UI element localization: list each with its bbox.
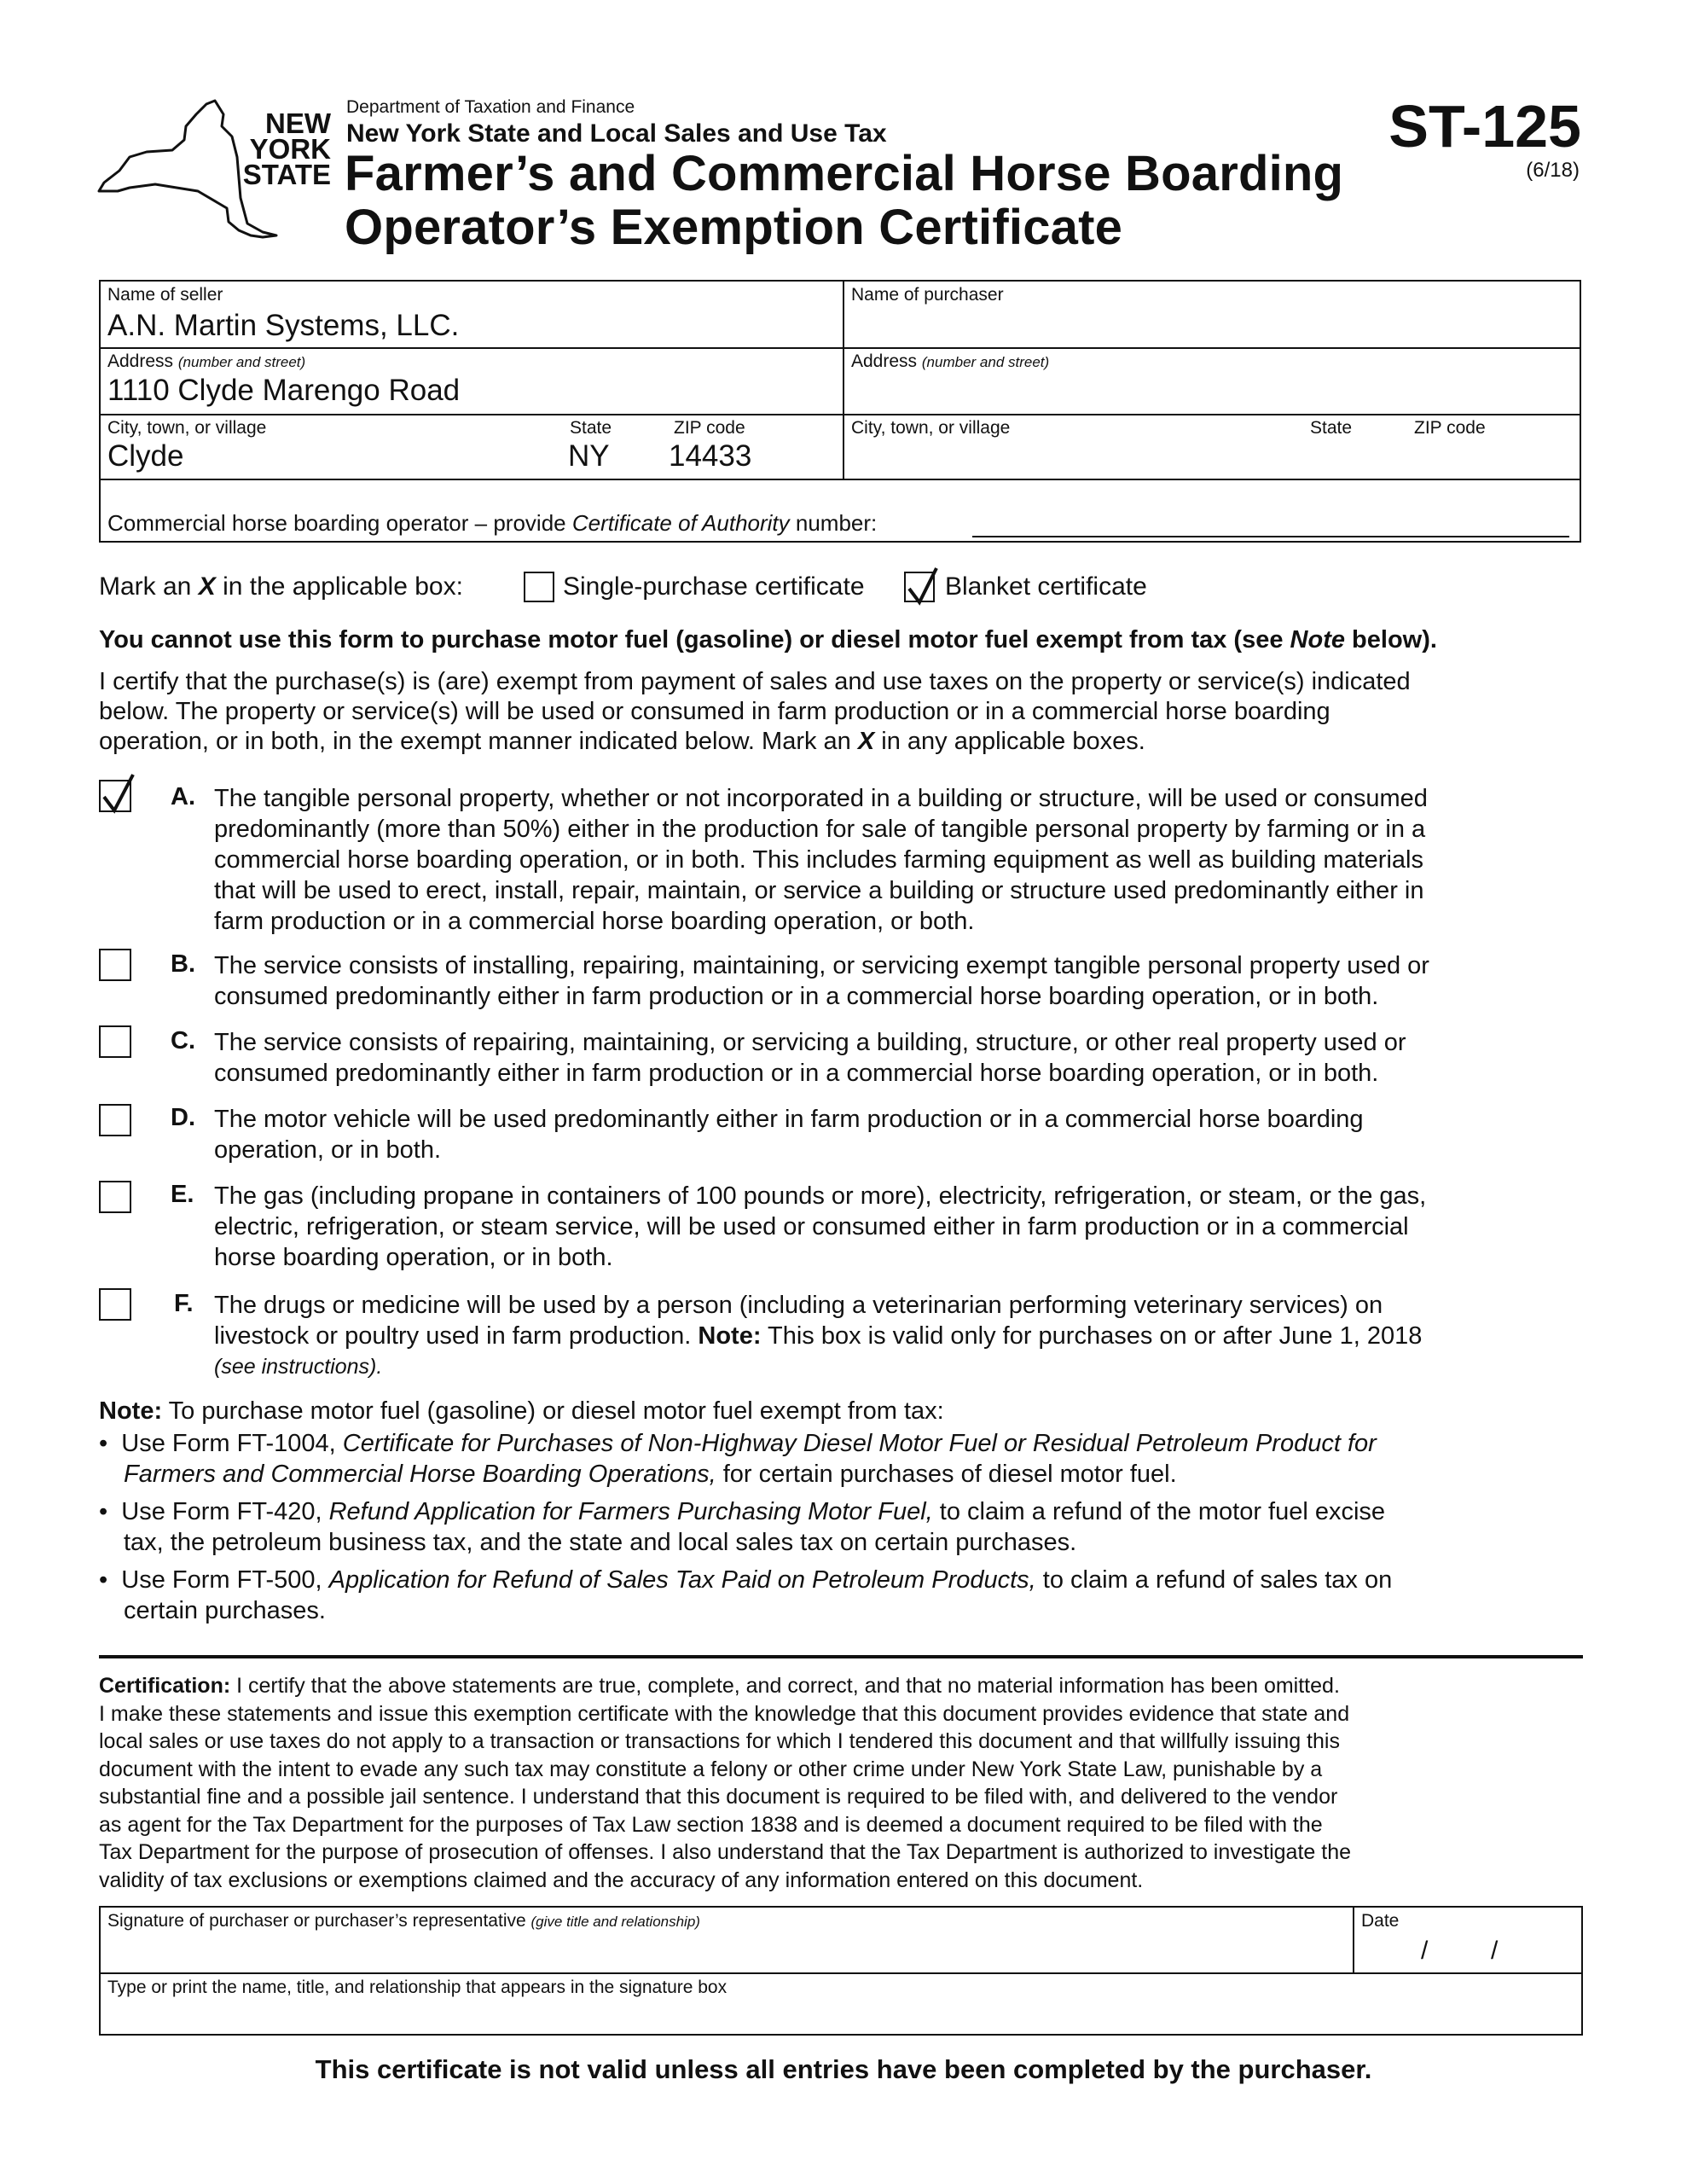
- signature-field[interactable]: [107, 1933, 1344, 1969]
- item-line: The service consists of installing, repairing, maintaining, or servicing exempt tangible personal property used or: [214, 952, 1429, 979]
- seller-city-field[interactable]: Clyde: [107, 439, 184, 473]
- intro-paragraph: [99, 667, 1411, 757]
- motor-fuel-warning: You cannot use this form to purchase motor fuel (gasoline) or diesel motor fuel exempt from tax (see Note below).: [99, 626, 1437, 653]
- purchaser-city-label: City, town, or village: [851, 418, 1011, 438]
- divider: [1353, 1908, 1354, 1972]
- purchaser-name-field[interactable]: [851, 309, 1568, 343]
- note-heading: Note: To purchase motor fuel (gasoline) or diesel motor fuel exempt from tax:: [99, 1397, 944, 1425]
- certification-paragraph: [99, 1672, 1583, 1894]
- cert-line: I make these statements and issue this exemption certificate with the knowledge that this document provides evidence that state and: [99, 1701, 1350, 1726]
- department: Department of Taxation and Finance: [346, 97, 635, 117]
- purchaser-zip-field[interactable]: [1414, 440, 1568, 474]
- purchaser-city-field[interactable]: [851, 440, 1295, 474]
- print-name-label: Type or print the name, title, and relationship that appears in the signature box: [107, 1978, 728, 1997]
- blanket-label: Blanket certificate: [945, 572, 1147, 601]
- seller-zip-label: ZIP code: [674, 418, 745, 438]
- footer-notice: This certificate is not valid unless all entries have been completed by the purchaser.: [315, 2054, 1372, 2084]
- item-d-text: [214, 1104, 1570, 1165]
- divider: [101, 1972, 1581, 1974]
- cert-line: substantial fine and a possible jail sentence. I understand that this document is required to be filed with, and delivered to the vendor: [99, 1785, 1338, 1809]
- item-d-checkbox[interactable]: [99, 1104, 131, 1136]
- form-title: [345, 147, 1343, 254]
- seller-name-label: Name of seller: [107, 285, 223, 305]
- purchaser-zip-label: ZIP code: [1414, 418, 1486, 438]
- item-f-letter: F.: [174, 1290, 194, 1317]
- item-f-text: [214, 1290, 1570, 1382]
- item-b-letter: B.: [171, 950, 195, 978]
- purchaser-address-field[interactable]: [851, 374, 1568, 408]
- purchaser-state-field[interactable]: [1310, 440, 1395, 474]
- tax-title: New York State and Local Sales and Use Tax: [346, 119, 887, 148]
- form-title-line1: Farmer’s and Commercial Horse Boarding: [345, 146, 1344, 201]
- seller-purchaser-table: [99, 280, 1581, 543]
- item-e-letter: E.: [171, 1181, 194, 1208]
- seller-state-label: State: [570, 418, 612, 438]
- checkmark-icon: [902, 563, 942, 607]
- certificate-type-prompt: Mark an X in the applicable box:: [99, 572, 463, 601]
- item-a-letter: A.: [171, 783, 195, 810]
- item-line: The drugs or medicine will be used by a person (including a veterinarian performing veterinary services) on: [214, 1292, 1383, 1319]
- divider: [843, 282, 844, 480]
- form-number: ST-125: [1388, 93, 1581, 160]
- item-line: consumed predominantly either in farm production or in a commercial horse boarding operation, or in both.: [214, 983, 1379, 1010]
- cert-line: as agent for the Tax Department for the purposes of Tax Law section 1838 and is deemed a document required to be filed with the: [99, 1812, 1323, 1837]
- note-section: [99, 1396, 944, 1426]
- note-bullet-3: • Use Form FT-500, Application for Refund of Sales Tax Paid on Petroleum Products, to claim a refund of sales tax on certain purchases.: [99, 1566, 1393, 1624]
- seller-zip-field[interactable]: 14433: [669, 439, 752, 473]
- purchaser-state-label: State: [1310, 418, 1353, 438]
- cert-line: local sales or use taxes do not apply to a transaction or transactions for which I tendered this document and that willfully issuing this: [99, 1729, 1340, 1753]
- item-line: The motor vehicle will be used predominantly either in farm production or in a commercial horse boarding: [214, 1106, 1364, 1133]
- intro-line: below. The property or service(s) will be used or consumed in farm production or in a commercial horse boarding: [99, 698, 1330, 725]
- item-e-text: [214, 1181, 1570, 1273]
- item-line: The tangible personal property, whether or not incorporated in a building or structure, will be used or consumed: [214, 785, 1428, 812]
- item-line: farm production or in a commercial horse boarding operation, or both.: [214, 908, 975, 935]
- item-line: The service consists of repairing, maintaining, or servicing a building, structure, or other real property used or: [214, 1029, 1406, 1056]
- item-line: The gas (including propane in containers of 100 pounds or more), electricity, refrigeration, or steam, or the gas,: [214, 1182, 1427, 1210]
- signature-label: Signature of purchaser or purchaser’s representative (give title and relationship): [107, 1911, 700, 1931]
- date-label: Date: [1361, 1911, 1400, 1931]
- intro-line: I certify that the purchase(s) is (are) exempt from payment of sales and use taxes on the property or service(s) indicated: [99, 668, 1411, 695]
- signature-table: [99, 1906, 1583, 2036]
- item-line: electric, refrigeration, or steam service, will be used or consumed either in farm production or in a commercial: [214, 1213, 1409, 1240]
- item-f-checkbox[interactable]: [99, 1288, 131, 1321]
- note-bullet-2: • Use Form FT-420, Refund Application for Farmers Purchasing Motor Fuel, to claim a refund of the motor fuel excise tax, the petroleum business tax, and the state and local sales tax on certain purchases.: [99, 1498, 1386, 1556]
- date-separator: /: [1491, 1937, 1499, 1965]
- item-line: consumed predominantly either in farm production or in a commercial horse boarding operation, or in both.: [214, 1060, 1379, 1087]
- item-c-letter: C.: [171, 1027, 195, 1054]
- purchaser-name-label: Name of purchaser: [851, 285, 1004, 305]
- logo-text: NEW YORK STATE: [242, 107, 331, 190]
- item-a-text: [214, 783, 1570, 937]
- item-line: that will be used to erect, install, repair, maintain, or service a building or structure used predominantly either in: [214, 877, 1424, 904]
- form-revision: (6/18): [1526, 159, 1580, 182]
- authority-label: Commercial horse boarding operator – provide Certificate of Authority number:: [107, 510, 878, 536]
- nys-logo: [96, 96, 334, 241]
- checkmark-icon: [97, 771, 138, 817]
- purchaser-address-label: Address (number and street): [851, 351, 1050, 371]
- date-separator: /: [1421, 1937, 1429, 1965]
- intro-line: operation, or in both, in the exempt manner indicated below. Mark an X in any applicable boxes.: [99, 728, 1145, 755]
- form-title-line2: Operator’s Exemption Certificate: [345, 200, 1123, 255]
- note-bullet-1: • Use Form FT-1004, Certificate for Purchases of Non-Highway Diesel Motor Fuel or Residual Petroleum Product for Farmers and Commercial Horse Boarding Operations, for certain purchases of diesel motor fuel.: [99, 1430, 1377, 1488]
- divider: [101, 347, 1580, 349]
- seller-address-label: Address (number and street): [107, 351, 306, 371]
- item-line: commercial horse boarding operation, or in both. This includes farming equipment as well as building materials: [214, 846, 1423, 874]
- single-purchase-checkbox[interactable]: [524, 572, 554, 602]
- item-line: predominantly (more than 50%) either in the production for sale of tangible personal property by farming or in a: [214, 816, 1426, 843]
- item-line: operation, or in both.: [214, 1136, 442, 1164]
- item-a-checkbox[interactable]: [99, 780, 131, 812]
- seller-state-field[interactable]: NY: [568, 439, 610, 473]
- item-line: (see instructions).: [214, 1355, 383, 1379]
- seller-address-field[interactable]: 1110 Clyde Marengo Road: [107, 374, 461, 407]
- item-e-checkbox[interactable]: [99, 1181, 131, 1213]
- single-purchase-label: Single-purchase certificate: [563, 572, 865, 601]
- blanket-checkbox[interactable]: [904, 572, 935, 602]
- item-b-checkbox[interactable]: [99, 949, 131, 981]
- divider: [101, 479, 1580, 480]
- authority-number-field[interactable]: [972, 510, 1569, 537]
- item-c-checkbox[interactable]: [99, 1025, 131, 1058]
- cert-line: Certification: I certify that the above statements are true, complete, and correct, and that no material information has been omitted.: [99, 1674, 1340, 1698]
- print-name-field[interactable]: [107, 2000, 1574, 2032]
- item-b-text: [214, 950, 1570, 1012]
- divider: [101, 414, 1580, 415]
- item-c-text: [214, 1027, 1570, 1089]
- item-line: livestock or poultry used in farm production. Note: This box is valid only for purchases on or after June 1, 2018: [214, 1322, 1423, 1350]
- item-line: horse boarding operation, or in both.: [214, 1244, 613, 1271]
- cert-line: document with the intent to evade any such tax may constitute a felony or other crime under New York State Law, punishable by a: [99, 1757, 1323, 1781]
- cert-line: validity of tax exclusions or exemptions claimed and the accuracy of any information entered on this document.: [99, 1867, 1144, 1892]
- item-d-letter: D.: [171, 1104, 195, 1131]
- cert-line: Tax Department for the purpose of prosecution of offenses. I also understand that the Tax Department is authorized to investigate the: [99, 1840, 1352, 1864]
- seller-city-label: City, town, or village: [107, 418, 267, 438]
- date-field[interactable]: [1361, 1935, 1574, 1969]
- seller-name-field[interactable]: A.N. Martin Systems, LLC.: [107, 309, 460, 342]
- section-divider: [99, 1655, 1583, 1658]
